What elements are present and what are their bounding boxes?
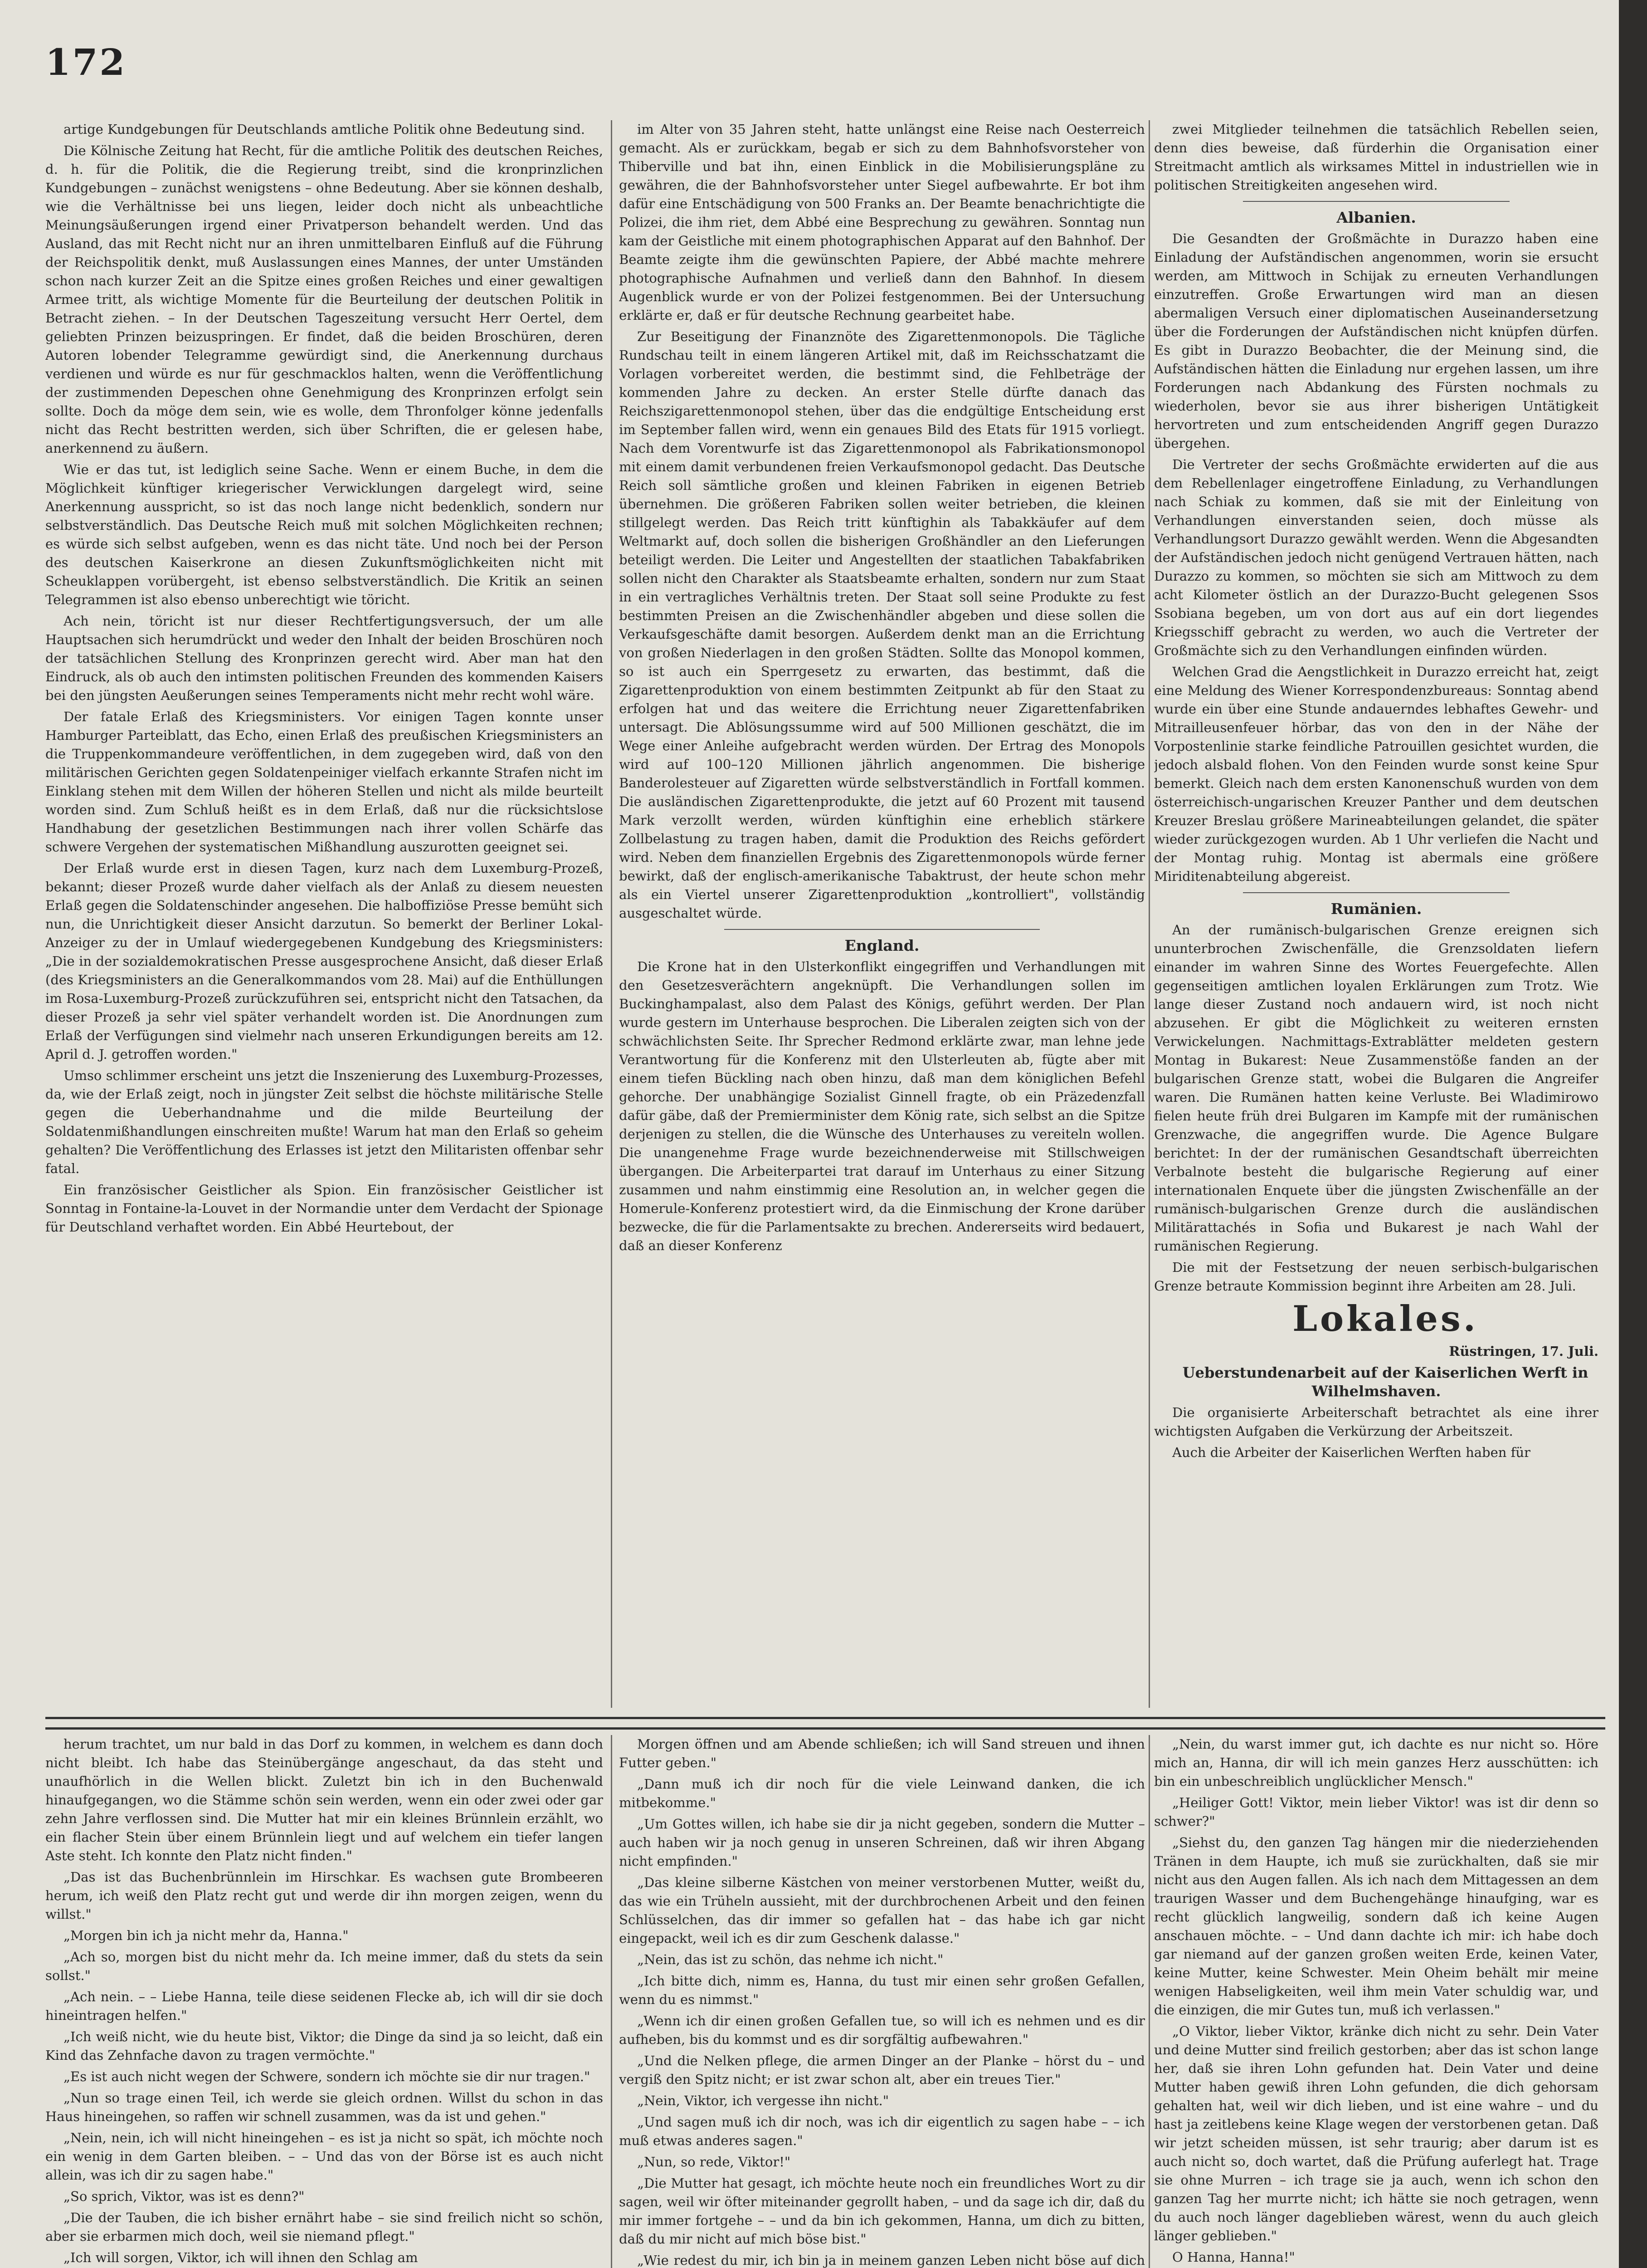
- column-1: [45, 120, 603, 1708]
- column-divider: [1149, 120, 1150, 1708]
- paragraph: Ach nein, töricht ist nur dieser Rechtfertigungsversuch, der um alle Hauptsachen sich herumdrückt und weder den Inhalt der beiden Broschüren noch der tatsächlichen Stellung des Kronprinzen gerecht wird. Aber man hat den Eindruck, als ob auch den intimsten politischen Freunden des kommenden Kaisers bei den jüngsten Aeußerungen seines Temperaments nicht mehr recht wohl wäre.: [45, 613, 603, 703]
- paragraph: „So sprich, Viktor, was ist es denn?": [63, 2189, 305, 2204]
- column-divider: [1149, 1735, 1150, 2268]
- paragraph: Umso schlimmer erscheint uns jetzt die Inszenierung des Luxemburg-Prozesses, da, wie der Erlaß zeigt, noch in jüngster Zeit selbst die höchste militärische Stelle gegen die Ueberhandnahme und die milde Beurteilung der Soldatenmißhandlungen einschreiten mußte! Warum hat man den Erlaß so geheim gehalten? Die Veröffentlichung des Erlasses ist jetzt den Militaristen offenbar sehr fatal.: [45, 1068, 603, 1176]
- paragraph: Zur Beseitigung der Finanznöte des Zigarettenmonopols. Die Tägliche Rundschau teilt in einem längeren Artikel mit, daß im Reichsschatzamt die Vorlagen vorbereitet werden, die bestimmt sind, die Fehlbeträge der kommenden Jahre zu decken. An erster Stelle dürfte danach das Reichszigarettenmonopol stehen, über das die endgültige Entscheidung erst im September fallen wird, wenn ein genaues Bild des Etats für 1915 vorliegt. Nach dem Vorentwurfe ist das Zigarettenmonopol als Fabrikationsmonopol mit einem damit verbundenen freien Verkaufsmonopol gedacht. Das Deutsche Reich soll sämtliche großen und kleinen Fabriken in eigenen Betrieb übernehmen. Die größeren Fabriken sollen weiter betrieben, die kleinen stillgelegt werden. Das Reich tritt künftighin als Tabakkäufer auf dem Weltmarkt auf, doch sollen die bisherigen Großhändler an den Lieferungen beteiligt werden. Die Leiter und Angestellten der staatlichen Tabakfabriken sollen nicht den Charakter als Staatsbeamte erhalten, sondern nur zum Staat in ein vertragliches Verhältnis treten. Der Staat soll seine Produkte zu fest bestimmten Preisen an die Zwischenhändler abgeben und diese sollen die Verkaufsgeschäfte damit besorgen. Außerdem denkt man an die Errichtung von großen Niederlagen in den großen Städten. Sollte das Monopol kommen, so ist auch ein Sperrgesetz zu erwarten, das bestimmt, daß die Zigarettenproduktion von einem bestimmten Zeitpunkt ab für den Staat zu erfolgen hat und das weitere die Errichtung neuer Zigarettenfabriken untersagt. Die Ablösungssumme wird auf 500 Millionen geschätzt, die im Wege einer Anleihe aufgebracht werden würden. Der Ertrag des Monopols wird auf 100–120 Millionen jährlich angenommen. Die bisherige Banderolesteuer auf Zigaretten würde selbstverständlich in Fortfall kommen. Die ausländischen Zigarettenprodukte, die jetzt auf 60 Prozent mit tausend Mark verzollt werden, würden künftighin eine erheblich stärkere Zollbelastung zu tragen haben, damit die Produktion des Reichs gefördert wird. Neben dem finanziellen Ergebnis des Zigarettenmonopols würde ferner bewirkt, daß der englisch-amerikanische Tabaktrust, der heute schon mehr als ein Viertel unserer Zigarettenproduktion „kontrolliert", vollständig ausgeschaltet würde.: [619, 329, 1145, 921]
- paragraph: „O Viktor, lieber Viktor, kränke dich nicht zu sehr. Dein Vater und deine Mutter sind freilich gestorben; aber das ist schon lange her, daß sie ihren Lohn gefunden hat. Dein Vater und deine Mutter haben gewiß ihren Lohn gefunden, die dich gehorsam gehalten hat, weil wir dich lieben, und ist eine wahre – und du hast ja zeitlebens keine Klage wegen der verstorbenen getan. Daß wir jetzt scheiden müssen, ist sehr traurig; aber darum ist es auch nicht so, doch wartet, daß die Prüfung auferlegt hat. Trage sie ohne Murren – ich trage sie ja auch, wenn ich schon den ganzen Tag her murrte nicht; ich hätte sie noch getragen, wenn du auch noch länger dageblieben wärest, wenn du auch gleich länger geblieben.": [1154, 2024, 1598, 2244]
- paragraph: Welchen Grad die Aengstlichkeit in Durazzo erreicht hat, zeigt eine Meldung des Wiener Korrespondenzbureaus: Sonntag abend wurde ein über eine Stunde andauerndes lebhaftes Gewehr- und Mitrailleusenfeuer hörbar, das von den in der Nähe der Vorpostenlinie starke feindliche Patrouillen gesichtet wurden, die jedoch alsbald flohen. Von den Feinden wurde sonst keine Spur bemerkt. Gleich nach dem ersten Kanonenschuß wurden von dem österreichisch-ungarischen Kreuzer Panther und dem deutschen Kreuzer Breslau größere Marineabteilungen gelandet, die später wieder zurückgezogen wurden. Ab 1 Uhr verliefen die Nacht und der Montag ruhig. Montag ist abermals eine größere Miriditenabteilung abgereist.: [1154, 664, 1598, 884]
- paragraph: artige Kundgebungen für Deutschlands amtliche Politik ohne Bedeutung sind.: [63, 122, 585, 137]
- paragraph: herum trachtet, um nur bald in das Dorf zu kommen, in welchem es dann doch nicht bleibt. Ich habe das Steinübergänge angeschaut, da das steht und unaufhörlich in die Wellen blickt. Zuletzt bin ich in den Buchenwald hinaufgegangen, wo die Stämme schön sein werden, wenn ein oder zwei oder gar zehn Jahre verflossen sind. Die Mutter hat mir ein kleines Brünnlein erzählt, wo ein flacher Stein über einem Brünnlein liegt und auf welchem ein tiefer langen Aste steht. Ich konnte den Platz nicht finden.": [45, 1736, 603, 1863]
- paragraph: „Nein, du warst immer gut, ich dachte es nur nicht so. Höre mich an, Hanna, dir will ich mein ganzes Herz ausschütten: ich bin ein unbeschreiblich unglücklicher Mensch.": [1154, 1736, 1598, 1789]
- paragraph: „Ich bitte dich, nimm es, Hanna, du tust mir einen sehr großen Gefallen, wenn du es nimmst.": [619, 1973, 1145, 2007]
- page-number: 172: [45, 41, 127, 83]
- rule: [1243, 201, 1510, 202]
- paragraph: Wie er das tut, ist lediglich seine Sache. Wenn er einem Buche, in dem die Möglichkeit künftiger kriegerischer Verwicklungen dargelegt wird, seine Anerkennung ausspricht, so ist das noch lange nicht bedenklich, sondern nur selbstverständlich. Das Deutsche Reich muß mit solchen Möglichkeiten rechnen; es würde sich selbst aufgeben, wenn es das nicht täte. Und noch bei der Person des deutschen Kaiserkrone an diesen Zukunftsmöglichkeiten nicht mit Scheuklappen vorübergeht, ist ebenso selbstverständlich. Die Kritik an seinen Telegrammen ist also ebenso unberechtigt wie töricht.: [45, 462, 603, 607]
- feuilleton-column-1: [45, 1735, 603, 2268]
- paragraph: „Nein, das ist zu schön, das nehme ich nicht.": [637, 1952, 944, 1967]
- paragraph: „Das ist das Buchenbrünnlein im Hirschkar. Es wachsen gute Brombeeren herum, ich weiß den Platz recht gut und werde dir ihn morgen zeigen, wenn du willst.": [45, 1869, 603, 1922]
- section-heading: Rumänien.: [1330, 900, 1422, 918]
- paragraph: Ein französischer Geistlicher als Spion. Ein französischer Geistlicher ist Sonntag in Fontaine-la-Louvet in der Normandie unter dem Verdacht der Spionage für Deutschland verhaftet worden. Ein Abbé Heurtebout, der: [45, 1182, 603, 1235]
- paragraph: „Wie redest du mir, ich bin ja in meinem ganzen Leben nicht böse auf dich: [637, 2253, 1145, 2268]
- paragraph: Die mit der Festsetzung der neuen serbisch-bulgarischen Grenze betraute Kommission beginnt ihre Arbeiten am 28. Juli.: [1154, 1260, 1598, 1294]
- dateline: Rüstringen, 17. Juli.: [1449, 1344, 1598, 1359]
- paragraph: Die organisierte Arbeiterschaft betrachtet als eine ihrer wichtigsten Aufgaben die Verkürzung der Arbeitszeit.: [1154, 1405, 1598, 1439]
- paragraph: „Und die Nelken pflege, die armen Dinger an der Planke – hörst du – und vergiß den Spitz nicht; er ist zwar schon alt, aber ein treues Tier.": [619, 2053, 1145, 2087]
- column-divider: [611, 1735, 612, 2268]
- column-2: [619, 120, 1145, 1708]
- paragraph: Die Krone hat in den Ulsterkonflikt eingegriffen und Verhandlungen mit den Gesetzesverächtern angeknüpft. Die Verhandlungen sollen im Buckinghampalast, also dem Palast des Königs, geführt werden. Der Plan wurde gestern im Unterhause besprochen. Die Liberalen zeigten sich von der schwächlichsten Seite. Ihr Sprecher Redmond erklärte zwar, man lehne jede Verantwortung für die Konferenz mit den Ulsterleuten ab, fügte aber mit einem tiefen Bückling nach oben hinzu, daß man dem königlichen Befehl gehorche. Der unabhängige Sozialist Ginnell fragte, ob ein Präzedenzfall dafür gäbe, daß der Premierminister dem König rate, sich selbst an die Spitze derjenigen zu stellen, die die Wünsche des Unterhauses zu vereiteln wollen. Die unangenehme Frage wurde bezeichnenderweise mit Stillschweigen übergangen. Die Arbeiterpartei trat darauf im Unterhaus zu einer Sitzung zusammen und nahm einstimmig eine Resolution an, in welcher gegen die Homerule-Konferenz protestiert wird, da die Einmischung der Krone darüber bezwecke, die für die Parlamentsakte zu brechen. Andererseits wird bedauert, daß an dieser Konferenz: [619, 959, 1145, 1253]
- paragraph: „Nun, so rede, Viktor!": [637, 2154, 791, 2170]
- paragraph: „Es ist auch nicht wegen der Schwere, sondern ich möchte sie dir nur tragen.": [63, 2069, 590, 2084]
- paragraph: „Ach so, morgen bist du nicht mehr da. Ich meine immer, daß du stets da sein sollst.": [45, 1949, 603, 1983]
- feuilleton-separator: [45, 1717, 1605, 1730]
- paragraph: „Ich weiß nicht, wie du heute bist, Viktor; die Dinge da sind ja so leicht, daß ein Kind das Zehnfache davon zu tragen vermöchte.": [45, 2029, 603, 2063]
- paragraph: „Ach nein. – – Liebe Hanna, teile diese seidenen Flecke ab, ich will dir sie doch hineintragen helfen.": [45, 1989, 603, 2023]
- column-divider: [611, 120, 612, 1708]
- paragraph: „Dann muß ich dir noch für die viele Leinwand danken, die ich mitbekomme.": [619, 1776, 1145, 1810]
- section-heading: Albanien.: [1336, 209, 1416, 226]
- paragraph: „Und sagen muß ich dir noch, was ich dir eigentlich zu sagen habe – – ich muß etwas anderes sagen.": [619, 2114, 1145, 2148]
- paragraph: Der fatale Erlaß des Kriegsministers. Vor einigen Tagen konnte unser Hamburger Parteiblatt, das Echo, einen Erlaß des preußischen Kriegsministers an die Truppenkommandeure veröffentlichen, in dem zugegeben wird, daß von den militärischen Gerichten gegen Soldatenpeiniger vielfach erkannte Strafen nicht im Einklang stehen mit dem Willen der höheren Stellen und nicht als milde beurteilt worden sind. Zum Schluß heißt es in dem Erlaß, daß nur die rücksichtslose Handhabung der gesetzlichen Bestimmungen nach ihrer vollen Schärfe das schwere Vergehen der systematischen Mißhandlung auszurotten geeignet sei.: [45, 709, 603, 855]
- paragraph: Morgen öffnen und am Abende schließen; ich will Sand streuen und ihnen Futter geben.": [619, 1736, 1145, 1770]
- paragraph: Die Gesandten der Großmächte in Durazzo haben eine Einladung der Aufständischen angenommen, worin sie ersucht werden, am Mittwoch in Schijak zu erneuten Verhandlungen einzutreffen. Große Erwartungen wird man an diesen abermaligen Versuch einer diplomatischen Auseinandersetzung über die Forderungen der Aufständischen nicht knüpfen dürfen. Es gibt in Durazzo Beobachter, die der Meinung sind, die Aufständischen hätten die Einladung nur ergehen lassen, um ihre Forderungen nach Abdankung des Fürsten nochmals zu wiederholen, bevor sie aus ihrer bisherigen Untätigkeit hervortreten und zum entscheidenden Angriff gegen Durazzo übergehen.: [1154, 231, 1598, 451]
- paragraph: An der rumänisch-bulgarischen Grenze ereignen sich ununterbrochen Zwischenfälle, die Grenzsoldaten liefern einander im wahren Sinne des Wortes Feuergefechte. Allen gegenseitigen amtlichen loyalen Erklärungen zum Trotz. Wie lange dieser Zustand noch andauern wird, ist noch nicht abzusehen. Er gibt die Möglichkeit zu weiteren ernsten Verwickelungen. Nachmittags-Extrablätter meldeten gestern Montag in Bukarest: Neue Zusammenstöße fanden an der bulgarischen Grenze statt, wobei die Bulgaren die Angreifer waren. Die Rumänen hatten keine Verluste. Bei Wladimirowo fielen heute früh drei Bulgaren im Kampfe mit der rumänischen Grenzwache, die angegriffen wurde. Die Agence Bulgare berichtet: In der der rumänischen Gesandtschaft überreichten Verbalnote besteht die bulgarische Regierung auf einer internationalen Enquete über die jüngsten Zwischenfälle an der rumänisch-bulgarischen Grenze durch die ausländischen Militärattachés in Sofia und Bukarest je nach Wahl der rumänischen Regierung.: [1154, 922, 1598, 1254]
- feuilleton-column-3: [1154, 1735, 1598, 2268]
- book-spine: [1619, 0, 1647, 2268]
- article-subheading: Ueberstundenarbeit auf der Kaiserlichen Werft in Wilhelmshaven.: [1182, 1364, 1589, 1400]
- feuilleton-column-2: [619, 1735, 1145, 2268]
- paragraph: „Morgen bin ich ja nicht mehr da, Hanna.": [63, 1928, 349, 1943]
- paragraph: Die Vertreter der sechs Großmächte erwiderten auf die aus dem Rebellenlager eingetroffene Einladung, zu Verhandlungen nach Schiak zu kommen, daß sie mit der Einleitung von Verhandlungen einverstanden seien, doch müsse als Verhandlungsort Durazzo gewählt werden. Wenn die Abgesandten der Aufständischen jedoch nicht genügend Vertrauen hätten, nach Durazzo zu kommen, so möchten sie sich am Mittwoch zu dem acht Kilometer östlich an der Durazzo-Bucht gelegenen Ssos Ssobiana begeben, um von dort aus auf ein dort liegendes Kriegsschiff gebracht zu werden, wo auch die Vertreter der Großmächte sich zu den Verhandlungen einfinden würden.: [1154, 457, 1598, 658]
- lokales-heading: Lokales.: [1292, 1298, 1478, 1339]
- paragraph: „Ich will sorgen, Viktor, ich will ihnen den Schlag am: [63, 2250, 418, 2265]
- paragraph: „Die Mutter hat gesagt, ich möchte heute noch ein freundliches Wort zu dir sagen, weil wir öfter miteinander gegrollt haben, – und da sage ich dir, daß du mir immer fortgehe – – und da bin ich gekommen, Hanna, um dich zu bitten, daß du mir nicht auf mich böse bist.": [619, 2175, 1145, 2247]
- paragraph: „Wenn ich dir einen großen Gefallen tue, so will ich es nehmen und es dir aufheben, bis du kommst und es dir sorgfältig aufbewahren.": [619, 2013, 1145, 2047]
- column-3: [1154, 120, 1598, 1708]
- paragraph: „Nein, nein, ich will nicht hineingehen – es ist ja nicht so spät, ich möchte noch ein wenig in dem Garten bleiben. – – Und das von der Börse ist es auch nicht allein, was ich dir zu sagen habe.": [45, 2130, 603, 2183]
- paragraph: im Alter von 35 Jahren steht, hatte unlängst eine Reise nach Oesterreich gemacht. Als er zurückkam, begab er sich zu dem Bahnhofsvorsteher von Thiberville und bat ihn, einen Einblick in die Mobilisierungspläne zu gewähren, die der Bahnhofsvorsteher unter Siegel aufbewahrte. Er bot ihm dafür eine Entschädigung von 500 Franks an. Der Beamte benachrichtigte die Polizei, die ihm riet, dem Abbé eine Besprechung zu gewähren. Sonntag nun kam der Geistliche mit einem photographischen Apparat auf den Bahnhof. Der Beamte zeigte ihm die gewünschten Papiere, der Abbé machte mehrere photographische Aufnahmen und verließ dann den Bahnhof. In diesem Augenblick wurde er von der Polizei festgenommen. Bei der Untersuchung erklärte er, daß er für deutsche Rechnung gearbeitet habe.: [619, 122, 1145, 323]
- section-heading: England.: [844, 937, 920, 954]
- paragraph: Die Kölnische Zeitung hat Recht, für die amtliche Politik des deutschen Reiches, d. h. für die Politik, die die Regierung treibt, sind die kronprinzlichen Kundgebungen – zunächst wenigstens – ohne Bedeutung. Aber sie können deshalb, wie die Verhältnisse bei uns liegen, leider doch nicht als unbeachtliche Meinungsäußerungen irgend einer Privatperson behandelt werden. Und das Ausland, das mit Recht nicht nur an ihren unmittelbaren Einfluß auf die Führung der Reichspolitik denkt, muß Auslassungen eines Mannes, der unter Umständen schon nach kurzer Zeit an die Spitze eines großen Reiches und einer gewaltigen Armee tritt, als wichtige Momente für die Beurteilung der deutschen Politik in Betracht ziehen. – In der Deutschen Tageszeitung versucht Herr Oertel, dem geliebten Prinzen beizuspringen. Er findet, daß die beiden Broschüren, deren Autoren lobender Telegramme gewürdigt sind, die Anerkennung durchaus verdienen und würde es nur für geschmacklos halten, wenn die Veröffentlichung der zustimmenden Depeschen ohne Genehmigung des Kronprinzen erfolgt sein sollte. Doch da möge dem sein, wie es wolle, dem Thronfolger könne jedenfalls nicht das Recht bestritten werden, sich über Schriften, die er gelesen habe, anerkennend zu äußern.: [45, 143, 603, 456]
- paragraph: „Die der Tauben, die ich bisher ernährt habe – sie sind freilich nicht so schön, aber sie erbarmen mich doch, weil sie niemand pflegt.": [45, 2210, 603, 2244]
- paragraph: „Um Gottes willen, ich habe sie dir ja nicht gegeben, sondern die Mutter – auch haben wir ja noch genug in unseren Schreinen, daß wir ihren Abgang nicht empfinden.": [619, 1816, 1145, 1869]
- paragraph: zwei Mitglieder teilnehmen die tatsächlich Rebellen seien, denn dies beweise, daß fürderhin die Organisation einer Streitmacht amtlich als wirksames Mittel in industriellen wie in politischen Streitigkeiten angesehen wird.: [1154, 122, 1598, 193]
- rule: [724, 929, 1040, 930]
- paragraph: O Hanna, Hanna!": [1172, 2249, 1295, 2265]
- paragraph: „Heiliger Gott! Viktor, mein lieber Viktor! was ist dir denn so schwer?": [1154, 1795, 1598, 1829]
- page-content: [45, 43, 1605, 2268]
- paragraph: Auch die Arbeiter der Kaiserlichen Werften haben für: [1172, 1445, 1530, 1460]
- paragraph: Der Erlaß wurde erst in diesen Tagen, kurz nach dem Luxemburg-Prozeß, bekannt; dieser Prozeß wurde daher vielfach als der Anlaß zu diesem neuesten Erlaß gegen die Soldatenschinder angesehen. Die halboffiziöse Presse bemüht sich nun, die Unrichtigkeit dieser Ansicht darzutun. So bemerkt der Berliner Lokal-Anzeiger zu der in Umlauf wiedergegebenen Kundgebung des Kriegsministers: „Die in der sozialdemokratischen Presse ausgesprochene Ansicht, daß dieser Erlaß (des Kriegsministers an die Generalkommandos vom 28. Mai) auf die Enthüllungen im Rosa-Luxemburg-Prozeß zurückzuführen sei, entspricht nicht den Tatsachen, da dieser Prozeß ja sehr viel später verhandelt worden ist. Die Anordnungen zum Erlaß der Verfügungen sind vielmehr nach unseren Erkundigungen bereits am 12. April d. J. getroffen worden.": [45, 860, 603, 1062]
- paragraph: „Nein, Viktor, ich vergesse ihn nicht.": [637, 2093, 889, 2108]
- paragraph: „Siehst du, den ganzen Tag hängen mir die niederziehenden Tränen in dem Haupte, ich muß sie zurückhalten, daß sie mir nicht aus den Augen fallen. Als ich nach dem Mittagessen an dem traurigen Wasser und dem Buchengehänge hinaufging, war es recht glücklich langweilig, sondern daß ich keine Augen anschauen möchte. – – Und dann dachte ich mir: ich habe doch gar niemand auf der ganzen großen weiten Erde, keinen Vater, keine Mutter, keine Schwester. Mein Oheim behält mir meine wenigen Habseligkeiten, weil ihm mein Vater schuldig war, und die einzigen, die mir Gutes tun, muß ich verlassen.": [1154, 1835, 1598, 2018]
- rule: [1243, 892, 1510, 893]
- paragraph: „Nun so trage einen Teil, ich werde sie gleich ordnen. Willst du schon in das Haus hineingehen, so raffen wir schnell zusammen, was da ist und gehen.": [45, 2090, 603, 2124]
- paragraph: „Das kleine silberne Kästchen von meiner verstorbenen Mutter, weißt du, das wie ein Trüheln aussieht, mit der durchbrochenen Arbeit und den feinen Schlüsselchen, das dir immer so gefallen hat – das habe ich gar nicht eingepackt, weil ich es dir zum Geschenk dalasse.": [619, 1875, 1145, 1946]
